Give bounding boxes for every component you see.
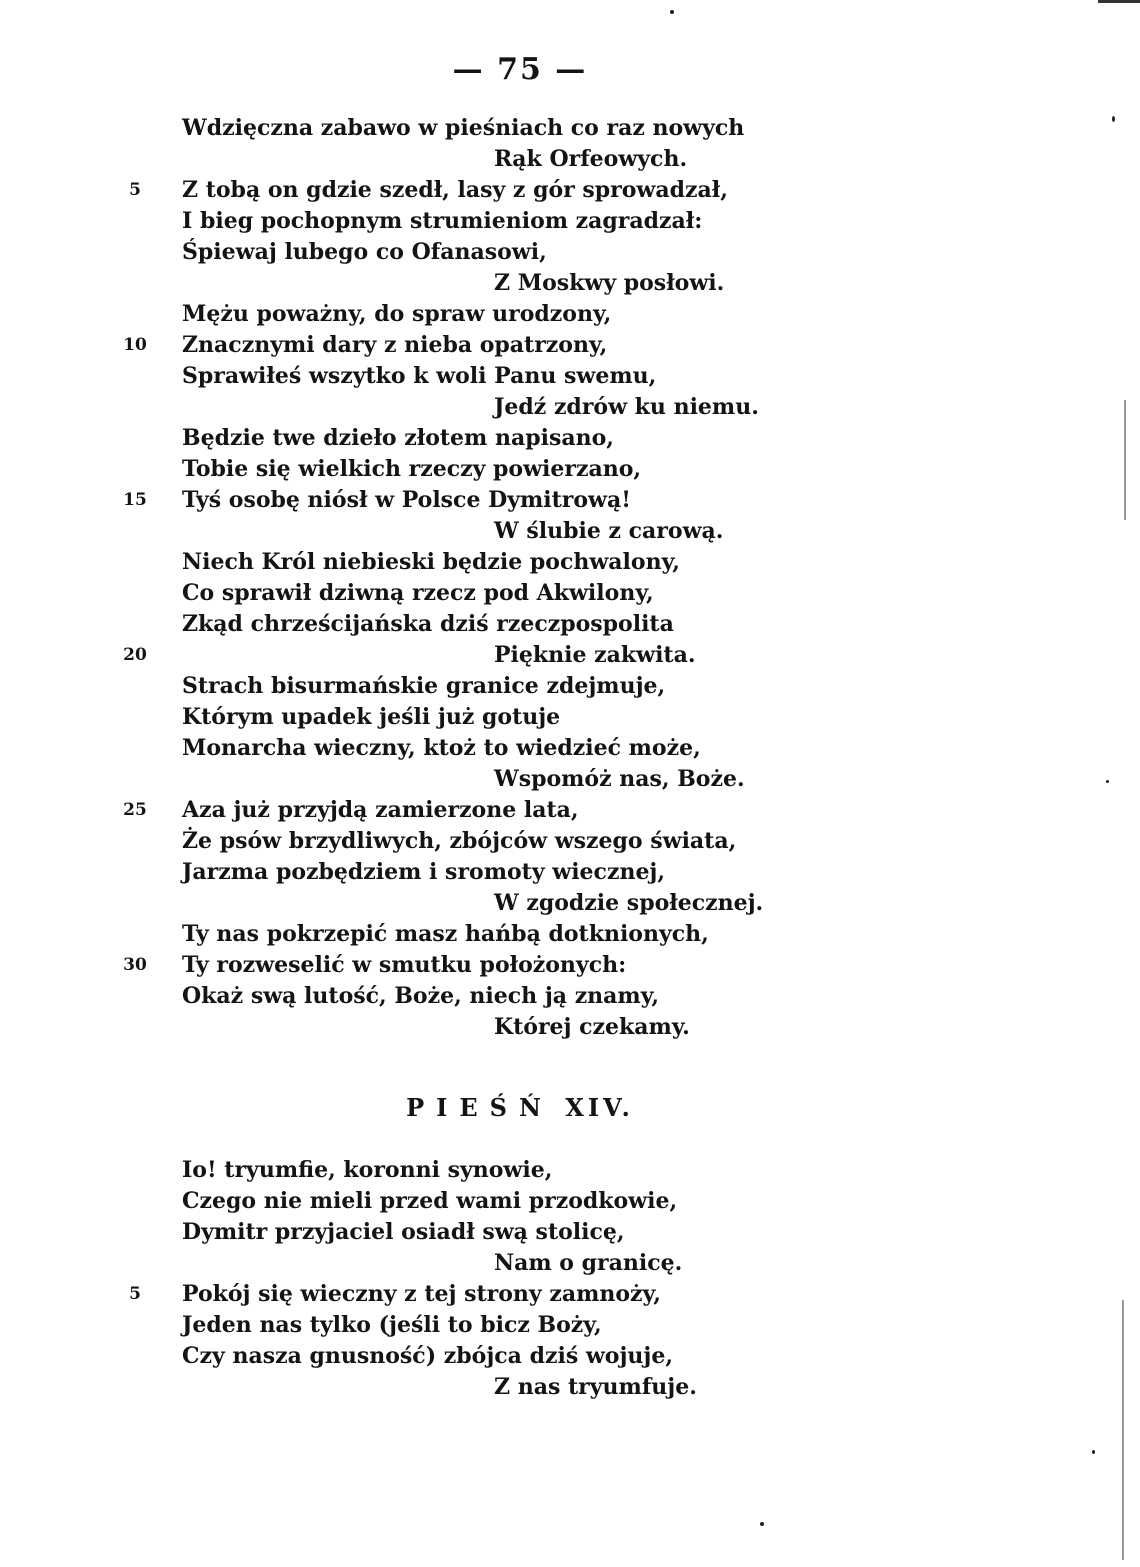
line-number: 25 xyxy=(123,800,147,820)
scan-edge-right xyxy=(1124,400,1126,520)
verse-line: Aza już przyjdą zamierzone lata, xyxy=(182,797,579,823)
scan-speck xyxy=(670,10,674,14)
verse-line: Co sprawił dziwną rzecz pod Akwilony, xyxy=(182,580,654,606)
verse-line: Tobie się wielkich rzeczy powierzano, xyxy=(182,456,642,482)
verse-line: Z nas tryumfuje. xyxy=(494,1374,697,1400)
verse-line: Wdzięczna zabawo w pieśniach co raz nowych xyxy=(182,115,745,141)
verse-line: Że psów brzydliwych, zbójców wszego świata, xyxy=(182,828,737,854)
song-heading xyxy=(0,1093,1040,1122)
verse-line: W ślubie z carową. xyxy=(494,518,724,544)
verse-line: Czy nasza gnusność) zbójca dziś wojuje, xyxy=(182,1343,674,1369)
scan-speck xyxy=(1106,780,1109,783)
verse-line: Rąk Orfeowych. xyxy=(494,146,688,172)
verse-line: Niech Król niebieski będzie pochwalony, xyxy=(182,549,680,575)
verse-line: Z Moskwy posłowi. xyxy=(494,270,725,296)
line-number: 10 xyxy=(123,335,147,355)
verse-line: Dymitr przyjaciel osiadł swą stolicę, xyxy=(182,1219,625,1245)
verse-line: I bieg pochopnym strumieniom zagradzał: xyxy=(182,208,703,234)
verse-line: Zkąd chrześcijańska dziś rzeczpospolita xyxy=(182,611,674,637)
verse-line: Z tobą on gdzie szedł, lasy z gór sprowadzał, xyxy=(182,177,728,203)
verse-line: Ty rozweselić w smutku położonych: xyxy=(182,952,627,978)
line-number: 5 xyxy=(129,180,141,200)
scan-edge-right xyxy=(1122,1300,1124,1560)
song-heading-numeral: XIV. xyxy=(565,1093,634,1122)
line-number: 20 xyxy=(123,645,147,665)
verse-line: Pokój się wieczny z tej strony zamnoży, xyxy=(182,1281,661,1307)
verse-line: Czego nie mieli przed wami przodkowie, xyxy=(182,1188,678,1214)
verse-line: Io! tryumfie, koronni synowie, xyxy=(182,1157,553,1183)
verse-line: Jedź zdrów ku niemu. xyxy=(494,394,759,420)
verse-line: Jeden nas tylko (jeśli to bicz Boży, xyxy=(182,1312,602,1338)
scan-speck xyxy=(760,1522,764,1526)
verse-line: Którym upadek jeśli już gotuje xyxy=(182,704,561,730)
verse-line: Której czekamy. xyxy=(494,1014,690,1040)
line-number: 30 xyxy=(123,955,147,975)
verse-line: Strach bisurmańskie granice zdejmuje, xyxy=(182,673,666,699)
verse-line: Jarzma pozbędziem i sromoty wiecznej, xyxy=(182,859,666,885)
verse-line: Śpiewaj lubego co Ofanasowi, xyxy=(182,239,547,265)
verse-line: Mężu poważny, do spraw urodzony, xyxy=(182,301,612,327)
line-number: 15 xyxy=(123,490,147,510)
verse-line: Pięknie zakwita. xyxy=(494,642,696,668)
verse-line: Wspomóż nas, Boże. xyxy=(494,766,745,792)
song-heading-prefix: PIEŚŃ xyxy=(406,1093,553,1122)
scan-edge-top xyxy=(1098,0,1140,3)
verse-line: Okaż swą lutość, Boże, niech ją znamy, xyxy=(182,983,660,1009)
verse-line: Nam o granicę. xyxy=(494,1250,683,1276)
verse-line: Znacznymi dary z nieba opatrzony, xyxy=(182,332,608,358)
verse-line: Będzie twe dzieło złotem napisano, xyxy=(182,425,614,451)
verse-line: Monarcha wieczny, ktoż to wiedzieć może, xyxy=(182,735,701,761)
verse-line: Sprawiłeś wszytko k woli Panu swemu, xyxy=(182,363,657,389)
verse-line: Ty nas pokrzepić masz hańbą dotknionych, xyxy=(182,921,709,947)
verse-line: W zgodzie społecznej. xyxy=(494,890,764,916)
scan-speck xyxy=(1112,116,1115,122)
verse-line: Tyś osobę niósł w Polsce Dymitrową! xyxy=(182,487,631,513)
scan-speck xyxy=(1092,1450,1095,1454)
line-number: 5 xyxy=(129,1284,141,1304)
page-number: — 75 — xyxy=(452,52,588,87)
